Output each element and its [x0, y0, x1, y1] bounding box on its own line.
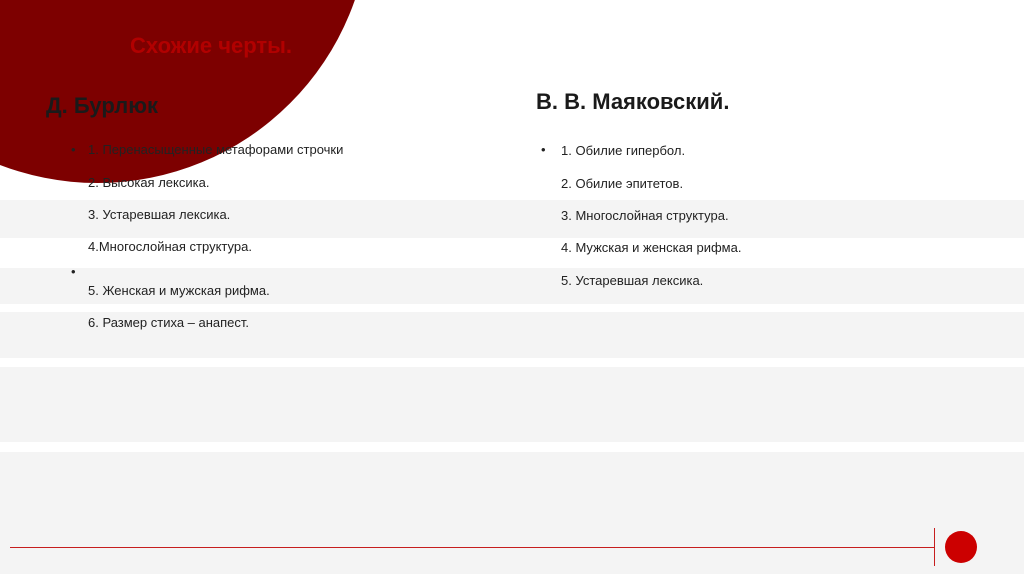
footer-divider-tick: [934, 528, 935, 566]
list-item: 5. Женская и мужская рифма.: [88, 283, 270, 298]
list-item: 5. Устаревшая лексика.: [561, 273, 704, 288]
bullet-dot: •: [71, 264, 76, 279]
bullet-dot: •: [71, 142, 76, 157]
list-item: 3. Устаревшая лексика.: [88, 207, 231, 222]
background-stripe: [0, 452, 1024, 574]
list-item: 1. Перенасыщенные метафорами строчки: [88, 142, 344, 157]
list-item: 4.Многослойная структура.: [88, 239, 252, 254]
list-item: 3. Многослойная структура.: [561, 208, 729, 223]
left-column-heading: Д. Бурлюк: [46, 93, 159, 118]
background-stripe: [0, 367, 1024, 442]
right-column-heading: В. В. Маяковский.: [536, 89, 730, 114]
list-item: 4. Мужская и женская рифма.: [561, 240, 742, 255]
list-item: 6. Размер стиха – анапест.: [88, 315, 250, 330]
bullet-dot: •: [541, 142, 546, 157]
footer-divider-line: [10, 547, 934, 548]
slide-title: Схожие черты.: [130, 33, 293, 58]
footer-red-dot: [945, 531, 977, 563]
list-item: 1. Обилие гипербол.: [561, 143, 686, 158]
list-item: 2. Обилие эпитетов.: [561, 176, 684, 191]
list-item: 2. Высокая лексика.: [88, 175, 210, 190]
